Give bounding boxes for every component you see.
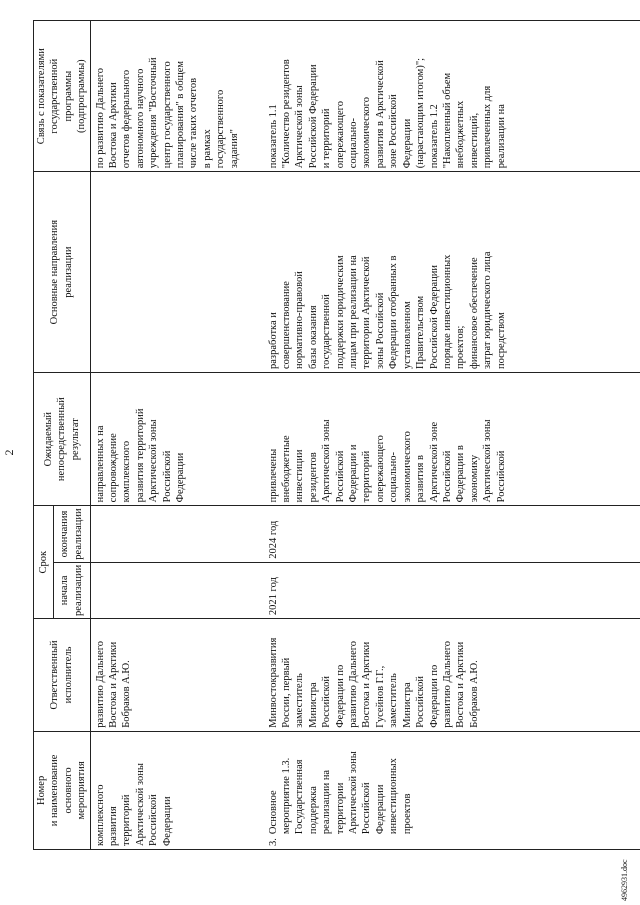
- program-measures-table: [33, 20, 640, 850]
- cell-item: [264, 731, 640, 849]
- cell-start: 2021 год: [264, 562, 640, 618]
- cell-start: [90, 562, 264, 618]
- header-link: Связь с показателями государственной программы (подпрограммы): [34, 21, 91, 172]
- cell-result: привлечены внебюджетные инвестиции резидентов Арктической зоны Российской Федерации и территорий опережающего социально- экономического развития в Арктической зоне Российской Федерации в экономику Арктической зоны Российской: [264, 372, 640, 505]
- cell-link: по развитию Дальнего Востока и Арктики отчетов федерального автономного научного учреждения "Восточный центр государственного планирования" в общем числе таких отчетов в рамках государственного задания": [90, 21, 264, 172]
- header-item: Номер и наименование основного мероприятия: [34, 731, 91, 849]
- cell-directions: разработка и совершенствование нормативно-правовой базы оказания государственной поддержки юридическим лицам при реализации на территории Арктической зоны Российской Федерации отобранных в установленном Правительством Российской Федерации порядке инвестиционных проектов; финансовое обеспечение затрат юридического лица посредством: [264, 172, 640, 373]
- table-row: [90, 21, 264, 850]
- cell-result: направленных на сопровождение комплексного развития территорий Арктической зоны Российской Федерации: [90, 372, 264, 505]
- cell-item: [90, 731, 264, 849]
- row-item-text: Основное мероприятие 1.3. Государственная поддержка реализации на территории Арктической зоны Российской Федерации инвестиционных проектов: [267, 751, 413, 835]
- footer-document-code: 4962931.doc: [620, 859, 629, 901]
- table-row: [264, 21, 640, 850]
- row-item-text: комплексного развития территорий Арктической зоны Российской Федерации: [94, 763, 173, 846]
- header-responsible: Ответственный исполнитель: [34, 619, 91, 732]
- cell-end: [90, 506, 264, 562]
- cell-responsible: Минвостокразвития России, первый заместитель Министра Российской Федерации по развитию Дальнего Востока и Арктики Гусейнов Г.Г., заместитель Министра Российской Федерации по развитию Дальнего Востока и Арктики Бобраков А.Ю.: [264, 619, 640, 732]
- cell-responsible: развитию Дальнего Востока и Арктики Бобраков А.Ю.: [90, 619, 264, 732]
- page-number: 2: [2, 449, 16, 456]
- header-term: Срок: [34, 506, 54, 619]
- header-directions: Основные направления реализации: [34, 172, 91, 373]
- header-start: начала реализации: [54, 562, 91, 618]
- header-end: окончания реализации: [54, 506, 91, 562]
- cell-end: 2024 год: [264, 506, 640, 562]
- cell-directions: [90, 172, 264, 373]
- header-result: Ожидаемый непосредственный результат: [34, 372, 91, 505]
- row-number: 3.: [267, 838, 279, 846]
- cell-link: показатель 1.1 "Количество резидентов Арктической зоны Российской Федерации и территорий опережающего социально- экономического развития в Арктической зоне Российской Федерации (нарастающим итогом)"; показатель 1.2 "Накопленный объем внебюджетных инвестиций, привлеченных для реализации на: [264, 21, 640, 172]
